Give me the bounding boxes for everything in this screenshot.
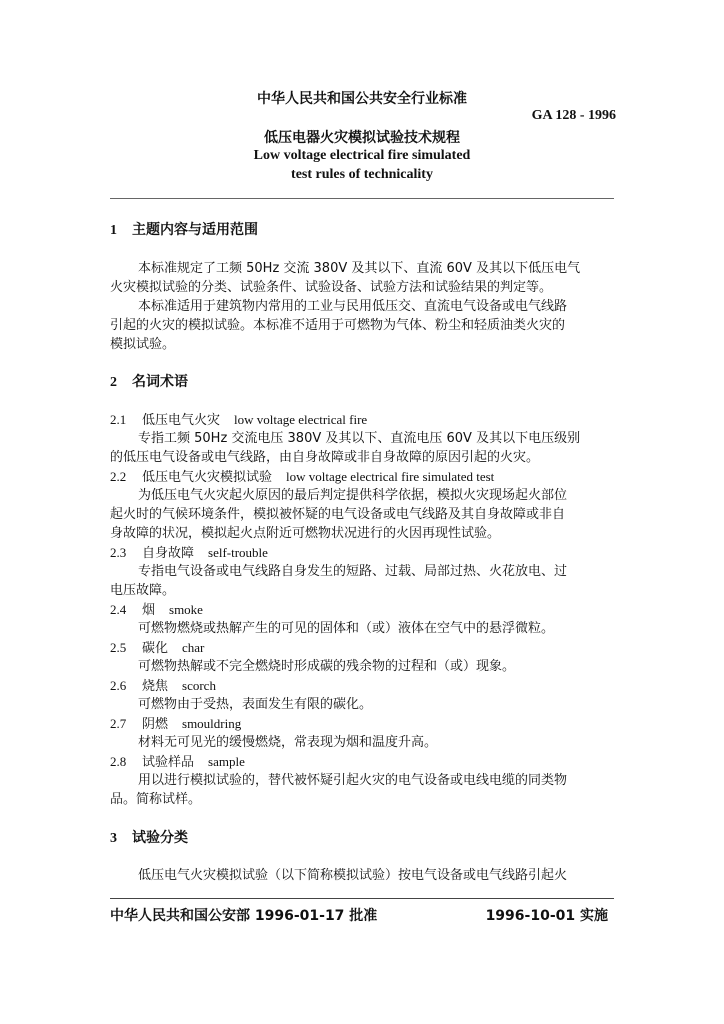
definition-line: 专指电气设备或电气线路自身发生的短路、过载、局部过热、火花放电、过 (138, 564, 568, 579)
term-english: low voltage electrical fire (234, 412, 368, 427)
header-divider (110, 198, 614, 199)
section-title: 试验分类 (132, 830, 188, 846)
definition-line: 起火时的气候环境条件，模拟被怀疑的电气设备或电气线路及其自身故障或非自 (110, 507, 566, 522)
section-heading (110, 373, 188, 392)
term-chinese: 自身故障 (142, 546, 195, 561)
definition-line: 品。简称试样。 (110, 792, 202, 807)
definition-line: 为低压电气火灾起火原因的最后判定提供科学依据，模拟火灾现场起火部位 (138, 488, 568, 503)
paragraph-line: 低压电气火灾模拟试验（以下简称模拟试验）按电气设备或电气线路引起火 (138, 868, 568, 883)
term-heading (110, 411, 367, 430)
term-heading (110, 753, 245, 772)
definition-line: 用以进行模拟试验的，替代被怀疑引起火灾的电气设备或电线电缆的同类物 (138, 773, 568, 788)
definition-line: 材料无可见光的缓慢燃烧，常表现为烟和温度升高。 (138, 735, 438, 750)
section-number: 3 (110, 831, 117, 846)
footer-issued: 中华人民共和国公安部 1996-01-17 批准 (110, 908, 378, 924)
term-number: 2.4 (110, 602, 127, 617)
section-heading (110, 221, 258, 240)
header-agency: 中华人民共和国公共安全行业标准 (257, 91, 467, 107)
section-title: 名词术语 (132, 374, 188, 390)
term-heading (110, 544, 268, 563)
paragraph-line: 本标准规定了工频 50Hz 交流 380V 及其以下、直流 60V 及其以下低压电气 (138, 261, 581, 276)
term-english: char (182, 640, 205, 655)
term-number: 2.1 (110, 412, 127, 427)
definition-line: 专指工频 50Hz 交流电压 380V 及其以下、直流电压 60V 及其以下电压级别 (138, 431, 581, 446)
paragraph-line: 引起的火灾的模拟试验。本标准不适用于可燃物为气体、粉尘和轻质油类火灾的 (110, 318, 566, 333)
term-english: smouldring (182, 716, 242, 731)
title-english (0, 146, 724, 184)
title-english-line-2: test rules of technicality (291, 167, 433, 182)
section-number: 1 (110, 223, 117, 238)
term-heading (110, 715, 241, 734)
definition-line: 可燃物燃烧或热解产生的可见的固体和（或）液体在空气中的悬浮微粒。 (138, 621, 555, 636)
term-chinese: 阴燃 (142, 717, 169, 732)
term-heading (110, 601, 203, 620)
term-number: 2.3 (110, 545, 127, 560)
paragraph-line: 模拟试验。 (110, 337, 176, 352)
definition-line: 电压故障。 (110, 583, 176, 598)
footer-effective: 1996-10-01 实施 (485, 908, 608, 924)
definition-line: 可燃物由于受热，表面发生有限的碳化。 (138, 697, 373, 712)
term-number: 2.2 (110, 469, 127, 484)
term-chinese: 烧焦 (142, 679, 169, 694)
term-number: 2.6 (110, 678, 127, 693)
paragraph-line: 火灾模拟试验的分类、试验条件、试验设备、试验方法和试验结果的判定等。 (110, 280, 553, 295)
standard-number: GA 128 - 1996 (531, 108, 616, 123)
term-heading (110, 639, 204, 658)
definition-line: 可燃物热解或不完全燃烧时形成碳的残余物的过程和（或）现象。 (138, 659, 516, 674)
paragraph-line: 本标准适用于建筑物内常用的工业与民用低压交、直流电气设备或电气线路 (138, 299, 568, 314)
title-english-line-1: Low voltage electrical fire simulated (253, 148, 471, 163)
title-chinese: 低压电器火灾模拟试验技术规程 (264, 130, 460, 146)
term-english: self-trouble (208, 545, 268, 560)
term-chinese: 低压电气火灾模拟试验 (142, 470, 273, 485)
term-english: smoke (169, 602, 203, 617)
term-english: low voltage electrical fire simulated test (286, 469, 495, 484)
definition-line: 身故障的状况，模拟起火点附近可燃物状况进行的火因再现性试验。 (110, 526, 501, 541)
section-number: 2 (110, 375, 117, 390)
term-heading (110, 468, 494, 487)
term-chinese: 试验样品 (142, 755, 195, 770)
term-chinese: 碳化 (142, 641, 169, 656)
term-chinese: 低压电气火灾 (142, 413, 221, 428)
definition-line: 的低压电气设备或电气线路，由自身故障或非自身故障的原因引起的火灾。 (110, 450, 540, 465)
term-english: scorch (182, 678, 216, 693)
footer-divider (110, 898, 614, 899)
term-english: sample (208, 754, 245, 769)
term-number: 2.8 (110, 754, 127, 769)
term-heading (110, 677, 216, 696)
term-number: 2.5 (110, 640, 127, 655)
term-chinese: 烟 (142, 603, 156, 618)
section-heading (110, 829, 188, 848)
section-title: 主题内容与适用范围 (132, 222, 258, 238)
term-number: 2.7 (110, 716, 127, 731)
